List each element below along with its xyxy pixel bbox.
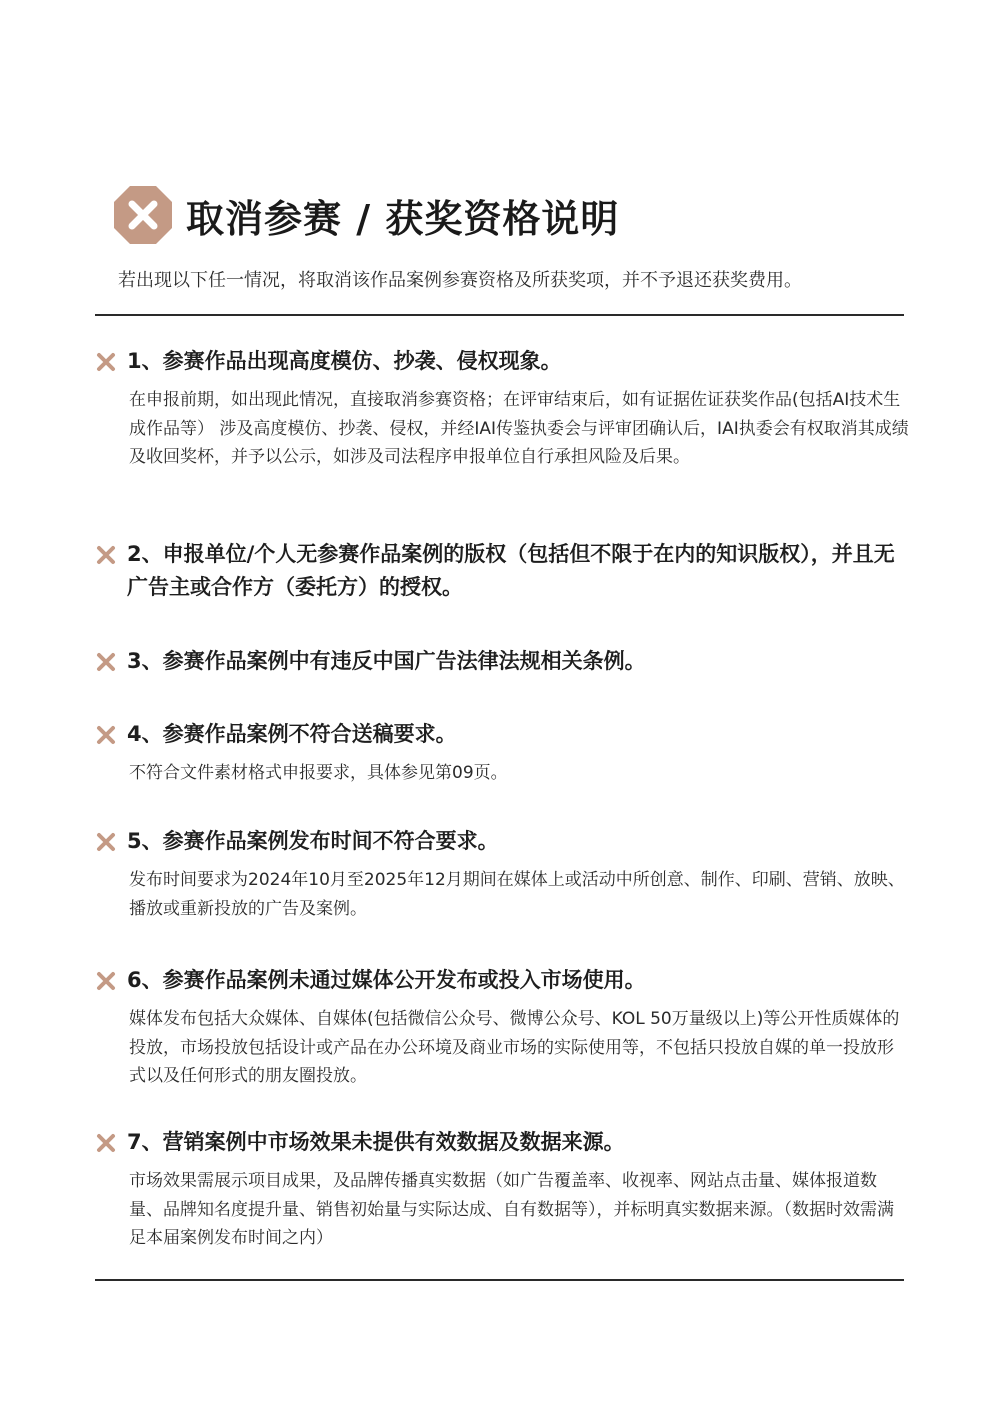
section-header [112, 184, 619, 246]
page-title: 取消参赛 / 获奖资格说明 [186, 196, 620, 241]
item-title: 5、参赛作品案例发布时间不符合要求。 [127, 829, 499, 853]
cross-icon [95, 651, 117, 673]
item-body: 不符合文件素材格式申报要求，具体参见第09页。 [129, 763, 508, 783]
item-title: 3、参赛作品案例中有违反中国广告法律法规相关条例。 [127, 649, 646, 673]
cross-icon [95, 544, 117, 566]
item-body: 市场效果需展示项目成果，及品牌传播真实数据（如广告覆盖率、收视率、网站点击量、媒体报道数量、品牌知名度提升量、销售初始量与实际达成、自有数据等），并标明真实数据来源。（数据时效需满足本届案例发布时间之内） [129, 1171, 894, 1248]
list-item [95, 964, 915, 1091]
list-item [95, 345, 915, 472]
cross-icon [95, 724, 117, 746]
item-title: 4、参赛作品案例不符合送稿要求。 [127, 722, 457, 746]
item-body: 媒体发布包括大众媒体、自媒体(包括微信公众号、微博公众号、KOL 50万量级以上)等公开性质媒体的投放，市场投放包括设计或产品在办公环境及商业市场的实际使用等，不包括只投放自媒的单一投放形式以及任何形式的朋友圈投放。 [129, 1009, 900, 1086]
cross-icon [95, 831, 117, 853]
cross-icon [95, 351, 117, 373]
item-title: 6、参赛作品案例未通过媒体公开发布或投入市场使用。 [127, 968, 646, 992]
intro-text: 若出现以下任一情况，将取消该作品案例参赛资格及所获奖项，并不予退还获奖费用。 [118, 270, 802, 291]
cancel-octagon-icon [112, 184, 174, 246]
list-item [95, 718, 915, 788]
bottom-divider [95, 1279, 904, 1281]
item-body: 在申报前期，如出现此情况，直接取消参赛资格；在评审结束后，如有证据佐证获奖作品(包括AI技术生成作品等） 涉及高度模仿、抄袭、侵权，并经IAI传鉴执委会与评审团确认后，IAI执委会有权取消其成绩及收回奖杯，并予以公示，如涉及司法程序申报单位自行承担风险及后果。 [129, 390, 909, 467]
item-title: 7、营销案例中市场效果未提供有效数据及数据来源。 [127, 1130, 625, 1154]
item-body: 发布时间要求为2024年10月至2025年12月期间在媒体上或活动中所创意、制作、印刷、营销、放映、播放或重新投放的广告及案例。 [129, 870, 905, 919]
cross-icon [95, 1132, 117, 1154]
item-title: 1、参赛作品出现高度模仿、抄袭、侵权现象。 [127, 349, 562, 373]
item-title: 2、申报单位/个人无参赛作品案例的版权（包括但不限于在内的知识版权），并且无广告主或合作方（委托方）的授权。 [127, 542, 895, 599]
list-item [95, 1126, 915, 1253]
list-item [95, 538, 915, 604]
list-item [95, 825, 915, 923]
cross-icon [95, 970, 117, 992]
list-item [95, 645, 915, 678]
top-divider [95, 314, 904, 316]
